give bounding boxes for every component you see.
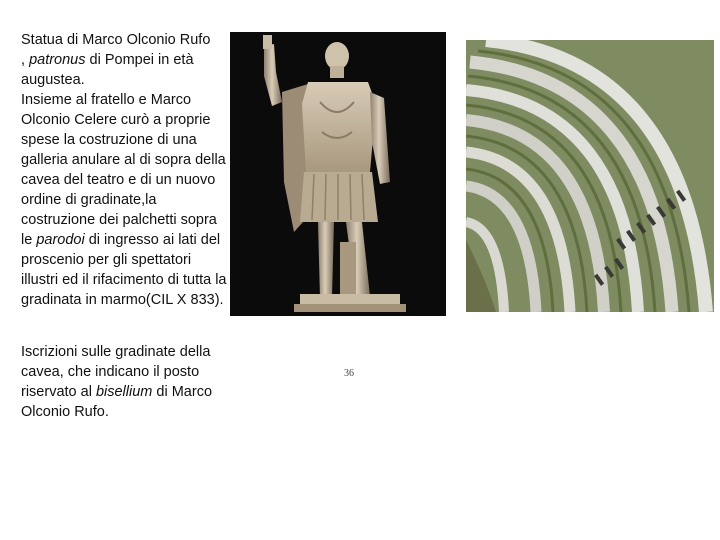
cavea-photo <box>466 40 714 312</box>
cavea-illustration <box>466 40 714 312</box>
text-column <box>21 30 231 422</box>
works-text-b: di ingresso ai lati del proscenio per gli spettatori illustri ed il rifacimento di tutta la gradinata in marmo(CIL X 833). <box>21 232 227 308</box>
works-term: parodoi <box>36 232 85 248</box>
works-text-a: Insieme al fratello e Marco Olconio Celere curò a proprie spese la costruzione di una galleria anulare al di sopra della cavea del teatro e di un nuovo ordine di gradinate,la costruzione dei palchetti sopra le <box>21 92 226 248</box>
inscription-term: bisellium <box>95 384 153 400</box>
role-term: patronus <box>29 52 86 68</box>
statue-photo <box>230 32 446 316</box>
statue-subject: Statua di Marco Olconio Rufo <box>21 32 211 48</box>
paragraph-inscription <box>21 342 231 422</box>
page-number: 36 <box>344 368 354 379</box>
role-prefix: , <box>21 52 30 68</box>
statue-illustration <box>230 32 446 316</box>
paragraph-statue <box>21 30 231 310</box>
paragraph-gap <box>21 310 231 342</box>
inscription-text-b: di Marco Olconio Rufo. <box>21 384 213 420</box>
role-suffix: di Pompei in età augustea. <box>21 52 194 88</box>
inscription-text-a: Iscrizioni sulle gradinate della cavea, che indicano il posto riservato al <box>21 344 211 400</box>
